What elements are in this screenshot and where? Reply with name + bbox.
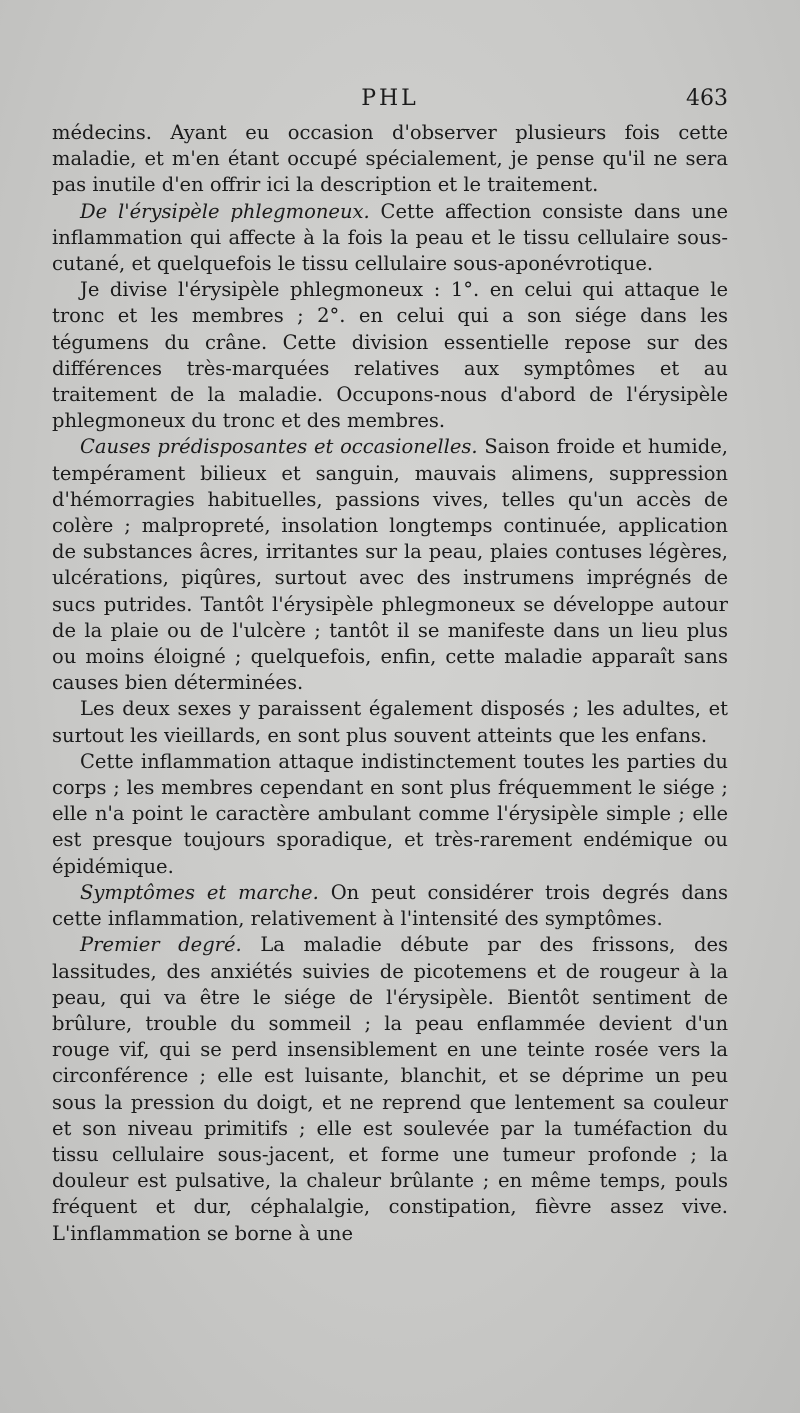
body-text (52, 120, 728, 1247)
paragraph (52, 749, 728, 880)
paragraph-text: La maladie débute par des frissons, des lassitudes, des anxiétés suivies de picotemens et de rougeur à la peau, qui va être le siége de l'érysipèle. Bientôt sentiment de brûlure, trouble du sommeil ; la peau enflammée devient d'un rouge vif, qui se perd insensiblement en une teinte rosée vers la circonférence ; elle est luisante, blanchit, et se déprime un peu sous la pression du doigt, et ne reprend que lentement sa couleur et son niveau primitifs ; elle est soulevée par la tuméfaction du tissu cellulaire sous-jacent, et forme une tumeur profonde ; la douleur est pulsative, la chaleur brûlante ; en même temps, pouls fréquent et dur, céphalalgie, constipation, fièvre assez vive. L'inflammation se borne à une (52, 933, 728, 1245)
paragraph (52, 277, 728, 434)
paragraph-text: Cette affection consiste dans une inflammation qui affecte à la fois la peau et le tissu cellulaire sous-cutané, et quelquefois le tissu cellulaire sous-aponévrotique. (52, 199, 729, 276)
paragraph-text: On peut considérer trois degrés dans cette inflammation, relativement à l'intensité des symptômes. (52, 880, 728, 931)
paragraph (52, 696, 728, 748)
paragraph (52, 434, 728, 696)
paragraph (52, 199, 728, 278)
paragraph-text: médecins. Ayant eu occasion d'observer plusieurs fois cette maladie, et m'en étant occupé spécialement, je pense qu'il ne sera pas inutile d'en offrir ici la description et le traitement. (52, 121, 728, 197)
section-heading-premier-degre: Premier degré. (80, 933, 242, 957)
section-heading-erysipele-phlegmoneux: De l'érysipèle phlegmoneux. (80, 199, 370, 223)
section-heading-causes: Causes prédisposantes et occasionelles. (80, 435, 478, 459)
section-heading-symptomes: Symptômes et marche. (80, 880, 319, 904)
page-header (52, 86, 728, 120)
paragraph-text: Saison froide et humide, tempérament bilieux et sanguin, mauvais alimens, suppression d'hémorragies habituelles, passions vives, telles qu'un accès de colère ; malpropreté, insolation longtemps continuée, application de substances âcres, irritantes sur la peau, plaies contuses légères, ulcérations, piqûres, surtout avec des instrumens imprégnés de sucs putrides. Tantôt l'érysipèle phlegmoneux se développe autour de la plaie ou de l'ulcère ; tantôt il se manifeste dans un lieu plus ou moins éloigné ; quelquefois, enfin, cette maladie apparaît sans causes bien déterminées. (52, 435, 728, 695)
paragraph (52, 880, 728, 932)
paragraph-text: Les deux sexes y paraissent également disposés ; les adultes, et surtout les vieillards, en sont plus souvent atteints que les enfans. (52, 697, 728, 747)
running-head: PHL (361, 86, 419, 111)
paragraph-text: Cette inflammation attaque indistinctement toutes les parties du corps ; les membres cependant en sont plus fréquemment le siége ; elle n'a point le caractère ambulant comme l'érysipèle simple ; elle est presque toujours sporadique, et très-rarement endémique ou épidémique. (52, 749, 728, 878)
paragraph (52, 932, 728, 1246)
paragraph (52, 120, 728, 199)
page-number: 463 (686, 86, 728, 111)
paragraph-text: Je divise l'érysipèle phlegmoneux : 1°. en celui qui attaque le tronc et les membres ; 2°. en celui qui a son siége dans les tégumens du crâne. Cette division essentielle repose sur des différences très-marquées relatives aux symptômes et au traitement de la maladie. Occupons-nous d'abord de l'érysipèle phlegmoneux du tronc et des membres. (52, 278, 728, 433)
